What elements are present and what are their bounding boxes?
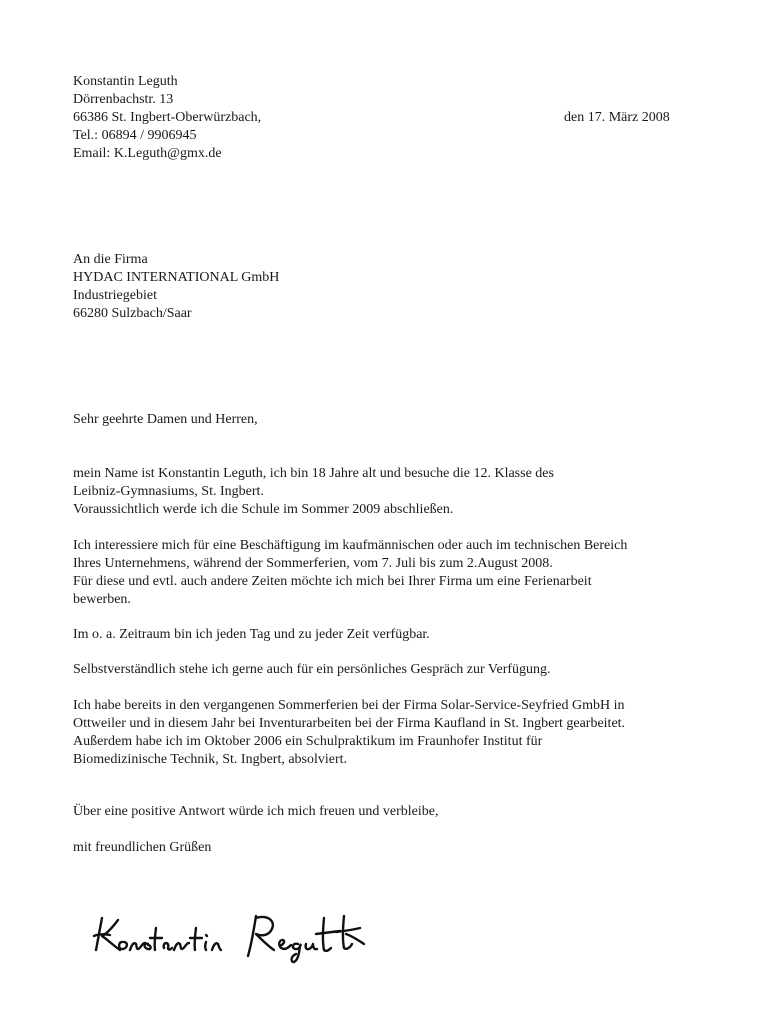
body-paragraph-2-line-3: Für diese und evtl. auch andere Zeiten möchte ich mich bei Ihrer Firma um eine Ferienarbeit xyxy=(73,574,592,589)
body-paragraph-5-line-2: Ottweiler und in diesem Jahr bei Inventurarbeiten bei der Firma Kaufland in St. Ingbert gearbeitet. xyxy=(73,716,626,731)
recipient-street: Industriegebiet xyxy=(73,288,157,303)
body-paragraph-2-line-1: Ich interessiere mich für eine Beschäftigung im kaufmännischen oder auch im technischen Bereich xyxy=(73,538,628,553)
handwritten-signature xyxy=(88,898,378,968)
body-paragraph-5-line-3: Außerdem habe ich im Oktober 2006 ein Schulpraktikum im Fraunhofer Institut für xyxy=(73,734,543,749)
body-paragraph-1-line-2: Leibniz-Gymnasiums, St. Ingbert. xyxy=(73,484,264,499)
body-paragraph-4: Selbstverständlich stehe ich gerne auch für ein persönliches Gespräch zur Verfügung. xyxy=(73,662,551,677)
body-paragraph-2-line-2: Ihres Unternehmens, während der Sommerferien, vom 7. Juli bis zum 2.August 2008. xyxy=(73,556,553,571)
recipient-line1: An die Firma xyxy=(73,252,148,267)
body-paragraph-5-line-1: Ich habe bereits in den vergangenen Sommerferien bei der Firma Solar-Service-Seyfried GmbH in xyxy=(73,698,625,713)
body-paragraph-3: Im o. a. Zeitraum bin ich jeden Tag und zu jeder Zeit verfügbar. xyxy=(73,627,430,642)
body-paragraph-1-line-3: Voraussichtlich werde ich die Schule im Sommer 2009 abschließen. xyxy=(73,502,454,517)
letter-date: den 17. März 2008 xyxy=(564,110,670,125)
body-paragraph-1-line-1: mein Name ist Konstantin Leguth, ich bin 18 Jahre alt und besuche die 12. Klasse des xyxy=(73,466,554,481)
recipient-company: HYDAC INTERNATIONAL GmbH xyxy=(73,270,280,285)
salutation: Sehr geehrte Damen und Herren, xyxy=(73,412,258,427)
body-paragraph-6: Über eine positive Antwort würde ich mich freuen und verbleibe, xyxy=(73,804,439,819)
sender-phone: Tel.: 06894 / 9906945 xyxy=(73,128,197,143)
body-paragraph-2-line-4: bewerben. xyxy=(73,592,131,607)
recipient-city: 66280 Sulzbach/Saar xyxy=(73,306,192,321)
body-paragraph-5-line-4: Biomedizinische Technik, St. Ingbert, absolviert. xyxy=(73,752,348,767)
sender-street: Dörrenbachstr. 13 xyxy=(73,92,174,107)
sender-name: Konstantin Leguth xyxy=(73,74,178,89)
recipient-address-block xyxy=(73,251,279,323)
sender-address-block xyxy=(73,73,261,163)
sender-city: 66386 St. Ingbert-Oberwürzbach, xyxy=(73,110,262,125)
sender-email: Email: K.Leguth@gmx.de xyxy=(73,146,222,161)
closing: mit freundlichen Grüßen xyxy=(73,840,212,855)
